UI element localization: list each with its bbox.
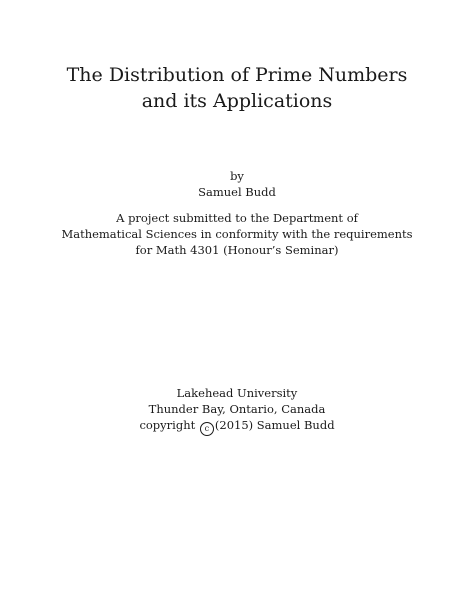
submission-line-2: Mathematical Sciences in conformity with the requirements	[61, 227, 413, 241]
affiliation	[0, 385, 474, 436]
copyright-line	[0, 417, 474, 436]
copyright-prefix: copyright	[139, 418, 196, 432]
copyright-rest: (2015) Samuel Budd	[214, 418, 335, 432]
byline	[0, 168, 474, 200]
university-name: Lakehead University	[176, 386, 298, 400]
document-title	[0, 62, 474, 114]
submission-line-3: for Math 4301 (Honour’s Seminar)	[135, 243, 339, 257]
copyright-icon: c	[200, 422, 214, 436]
byline-by: by	[230, 169, 244, 183]
title-line-1: The Distribution of Prime Numbers	[66, 64, 408, 86]
author-name: Samuel Budd	[198, 185, 276, 199]
submission-statement	[0, 210, 474, 258]
title-line-2: and its Applications	[141, 90, 333, 112]
university-location: Thunder Bay, Ontario, Canada	[148, 402, 326, 416]
submission-line-1: A project submitted to the Department of	[116, 211, 358, 225]
